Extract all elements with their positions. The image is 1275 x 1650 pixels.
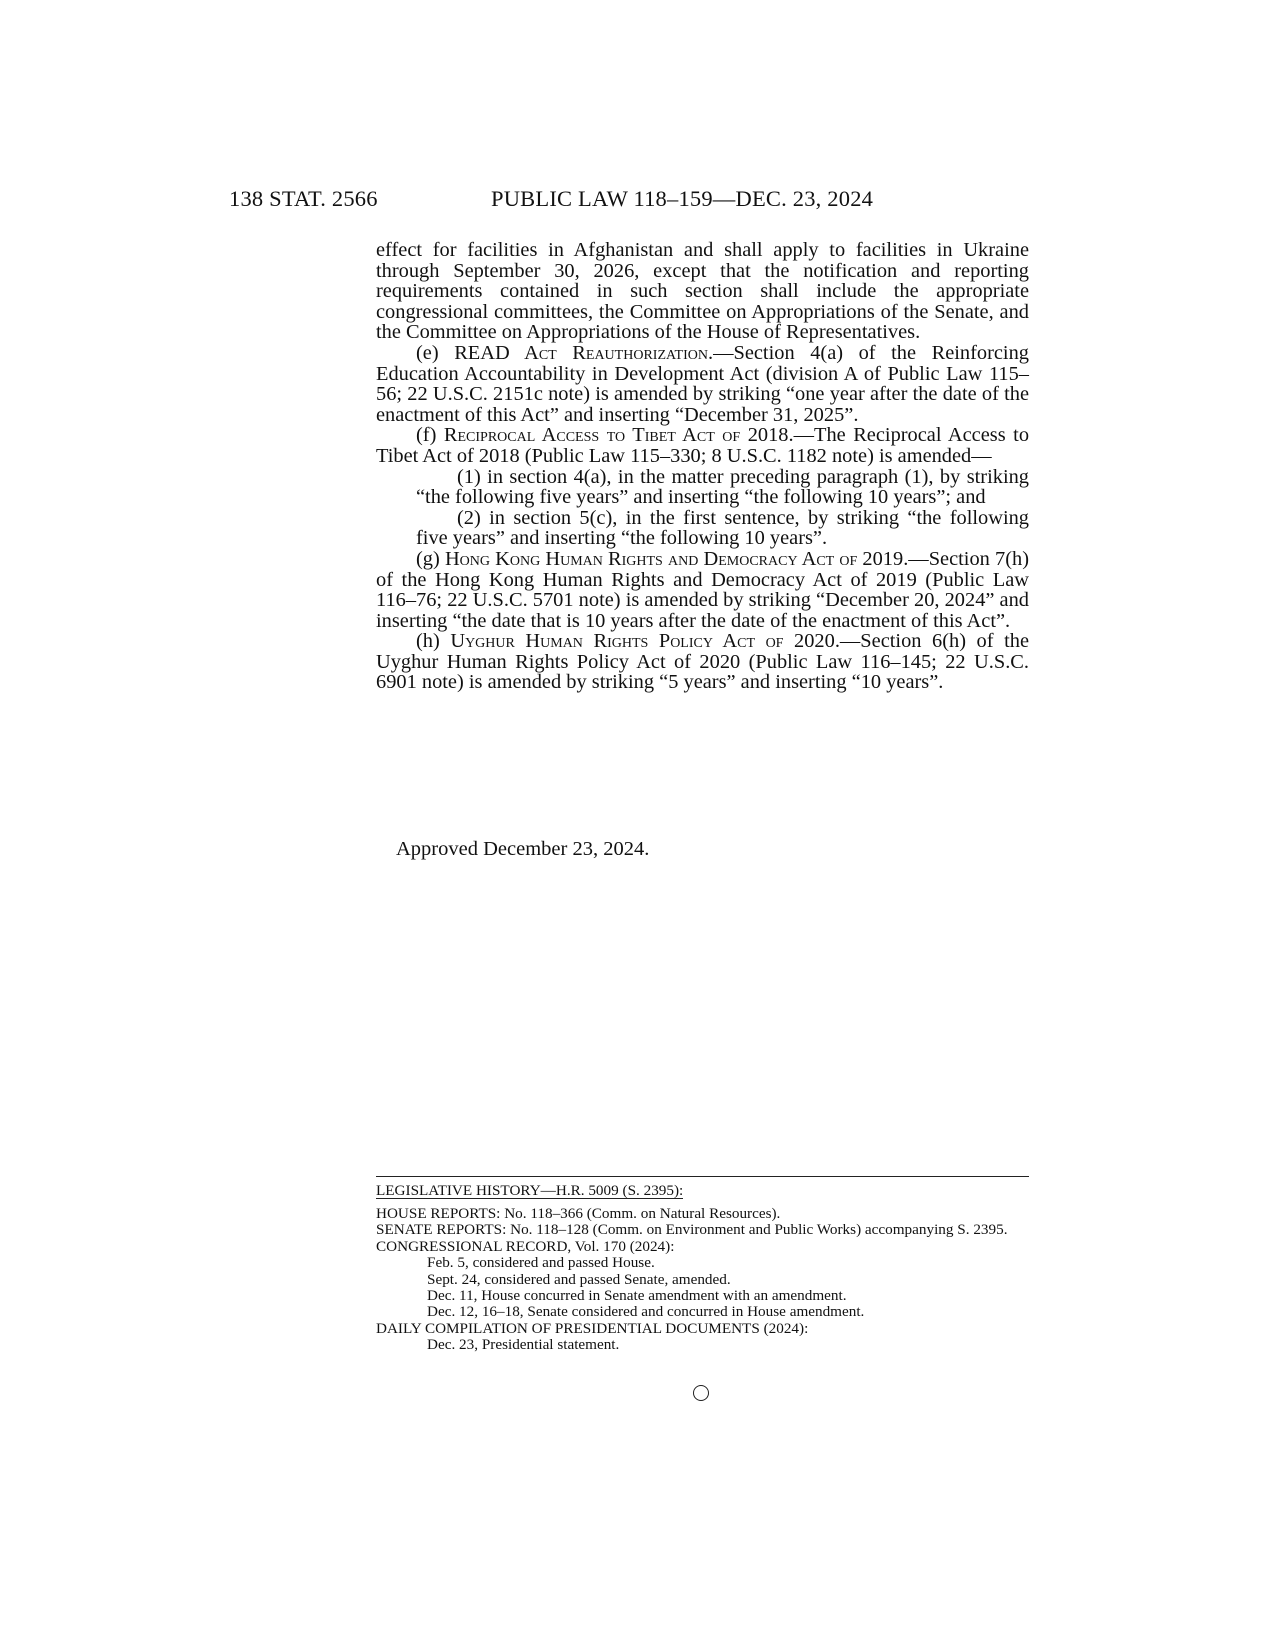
subsection-f-label: (f) [416, 424, 444, 447]
record-item: Dec. 11, House concurred in Senate amendment with an amendment. [427, 1287, 847, 1305]
subsection-e [376, 343, 1029, 425]
daily-compilation: DAILY COMPILATION OF PRESIDENTIAL DOCUMENTS (2024): [376, 1319, 809, 1337]
subsection-g-heading: Hong Kong Human Rights and Democracy Act of 2019 [444, 547, 904, 570]
legislative-history-rule [376, 1176, 1029, 1177]
subsection-h [376, 631, 1029, 693]
approval-date: Approved December 23, 2024. [396, 838, 650, 860]
legislative-history-title: LEGISLATIVE HISTORY—H.R. 5009 (S. 2395): [376, 1182, 684, 1199]
paragraph-f-2: (2) in section 5(c), in the first sentence, by striking “the following five years” and inserting “the following 10 years”. [416, 506, 1029, 550]
subsection-f-text: .—The Reciprocal Access to Tibet Act of 2018 (Public Law 115–330; 8 U.S.C. 1182 note) is amended— [376, 424, 1030, 467]
subsection-g [376, 549, 1029, 631]
daily-item: Dec. 23, Presidential statement. [427, 1336, 620, 1354]
paragraph-f-1: (1) in section 4(a), in the matter preceding paragraph (1), by striking “the following five years” and inserting “the following 10 years”; and [416, 465, 1029, 509]
end-of-law-circle-icon [693, 1385, 709, 1401]
subsection-h-text: .—Section 6(h) of the Uyghur Human Rights Policy Act of 2020 (Public Law 116–145; 22 U.S.C. 6901 note) is amended by striking “5 years” and inserting “10 years”. [376, 630, 1030, 694]
subsection-h-label: (h) [416, 630, 451, 653]
subsection-e-label: (e) [416, 341, 455, 364]
subsection-e-heading: READ Act Reauthorization [454, 341, 708, 364]
continuation-paragraph: effect for facilities in Afghanistan and shall apply to facilities in Ukraine through September 30, 2026, except that the notification and reporting requirements contained in such section shall include the appropriate congressional committees, the Committee on Appropriations of the Senate, and the Committee on Appropriations of the House of Representatives. [376, 239, 1029, 344]
senate-reports: SENATE REPORTS: No. 118–128 (Comm. on Environment and Public Works) accompanying S. 2395. [376, 1221, 1008, 1239]
statute-page-number: 138 STAT. 2566 [229, 186, 378, 211]
subsection-g-text: .—Section 7(h) of the Hong Kong Human Rights and Democracy Act of 2019 (Public Law 116–76; 22 U.S.C. 5701 note) is amended by striking “December 20, 2024” and inserting “the date that is 10 years after the date of the enactment of this Act”. [376, 547, 1029, 632]
public-law-citation: PUBLIC LAW 118–159—DEC. 23, 2024 [491, 186, 874, 211]
subsection-f-heading: Reciprocal Access to Tibet Act of 2018 [443, 424, 789, 447]
statute-body [376, 240, 1029, 693]
subsection-e-text: .—Section 4(a) of the Reinforcing Education Accountability in Development Act (division A of Public Law 115–56; 22 U.S.C. 2151c note) is amended by striking “one year after the date of the enactment of this Act” and inserting “December 31, 2025”. [376, 341, 1029, 426]
subsection-h-heading: Uyghur Human Rights Policy Act of 2020 [450, 630, 835, 653]
subsection-g-label: (g) [416, 547, 445, 570]
record-item: Sept. 24, considered and passed Senate, amended. [427, 1270, 731, 1288]
congressional-record: CONGRESSIONAL RECORD, Vol. 170 (2024): [376, 1237, 675, 1255]
record-item: Dec. 12, 16–18, Senate considered and concurred in House amendment. [427, 1303, 865, 1321]
legislative-history [376, 1176, 1029, 1354]
page-header [229, 186, 1029, 216]
subsection-f [376, 425, 1029, 466]
record-item: Feb. 5, considered and passed House. [427, 1254, 655, 1272]
house-reports: HOUSE REPORTS: No. 118–366 (Comm. on Natural Resources). [376, 1205, 781, 1222]
